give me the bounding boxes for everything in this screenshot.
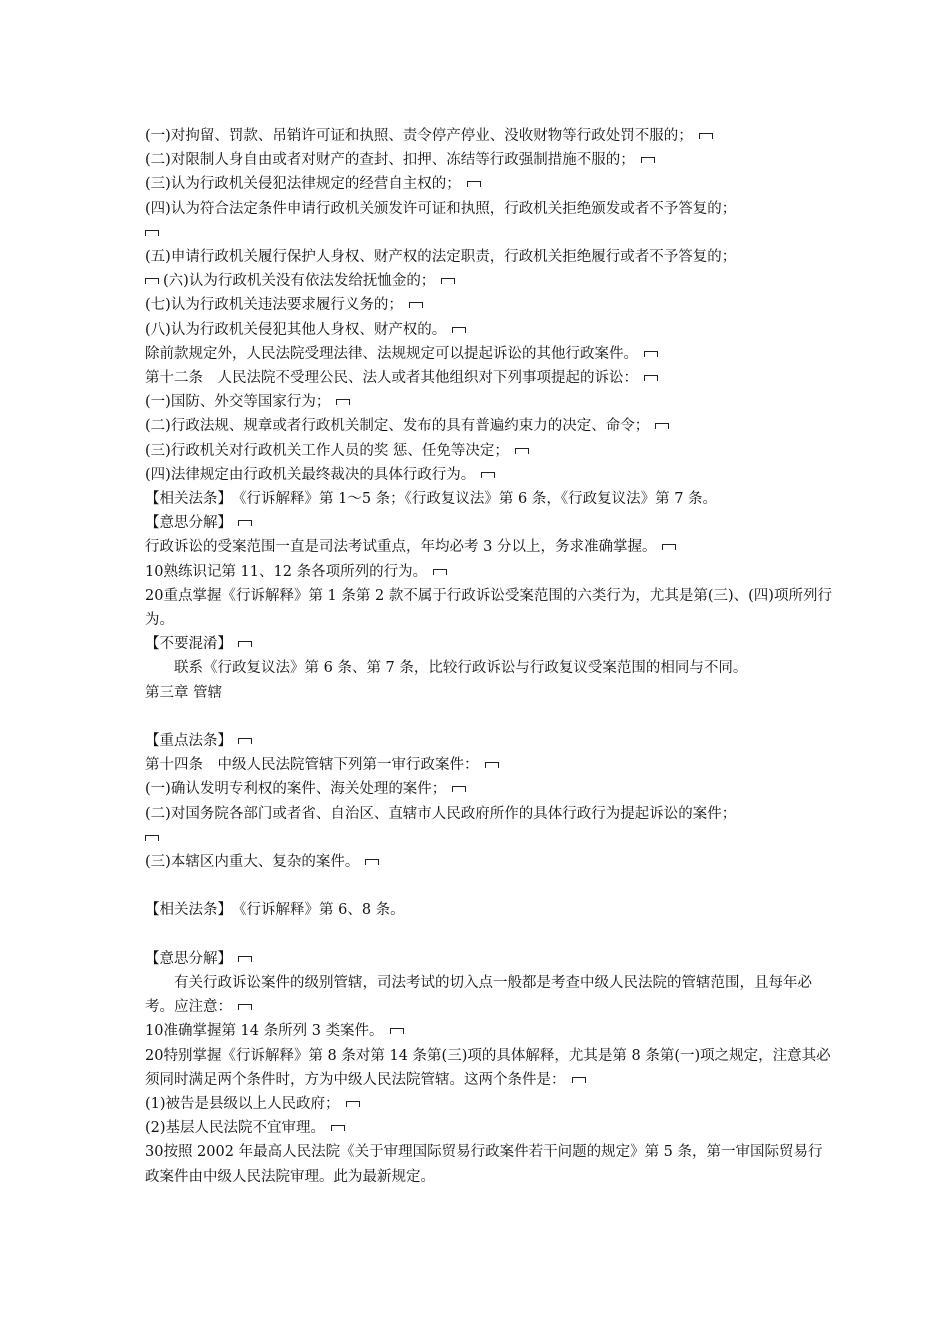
- paragraph-mark-icon: [238, 520, 252, 526]
- paragraph-mark-icon: [409, 302, 423, 308]
- document-body: [145, 124, 835, 1189]
- paragraph-mark-icon: [644, 351, 658, 357]
- text-line: 除前款规定外，人民法院受理法律、法规规定可以提起诉讼的其他行政案件。: [145, 342, 835, 366]
- chapter-heading: 第三章 管辖: [145, 684, 223, 701]
- article-heading: 第十二条 人民法院不受理公民、法人或者其他组织对下列事项提起的诉讼：: [145, 366, 835, 390]
- paragraph-mark-icon: [365, 859, 379, 865]
- section-label: 【意思分解】: [145, 511, 835, 535]
- section-label: 【重点法条】: [145, 729, 835, 753]
- related-articles: 【相关法条】 《行诉解释》第 6、8 条。: [145, 902, 405, 919]
- article-heading: 第十四条 中级人民法院管辖下列第一审行政案件：: [145, 753, 835, 777]
- text-line: 30按照 2002 年最高人民法院《关于审理国际贸易行政案件若干问题的规定》第 5 条，第一审国际贸易行政案件由中级人民法院审理。此为最新规定。: [145, 1144, 823, 1185]
- text-line: 20特别掌握《行诉解释》第 8 条对第 14 条第(三)项的具体解释，尤其是第 8 条第(一)项之规定，注意其必须同时满足两个条件时，方为中级人民法院管辖。这两个条件是：: [145, 1047, 831, 1088]
- text-line: 10熟练识记第 11、12 条各项所列的行为。: [145, 560, 835, 584]
- paragraph-mark-icon: [238, 1004, 252, 1010]
- paragraph-mark-icon: [145, 230, 159, 236]
- paragraph-mark-icon: [433, 569, 447, 575]
- paragraph-mark-icon: [238, 956, 252, 962]
- text-line: (一)确认发明专利权的案件、海关处理的案件；: [145, 777, 835, 801]
- paragraph-mark-icon: [641, 157, 655, 163]
- paragraph-mark-icon: [515, 448, 529, 454]
- paragraph-mark-icon: [644, 375, 658, 381]
- text-line: (二)对国务院各部门或者省、自治区、直辖市人民政府所作的具体行政行为提起诉讼的案件；: [145, 802, 835, 850]
- paragraph-mark-icon: [452, 786, 466, 792]
- paragraph-mark-icon: [346, 1101, 360, 1107]
- text-line: (四)法律规定由行政机关最终裁决的具体行政行为。: [145, 463, 835, 487]
- text-line: (六)认为行政机关没有依法发给抚恤金的；: [145, 269, 835, 293]
- paragraph-mark-icon: [467, 181, 481, 187]
- paragraph-mark-icon: [336, 399, 350, 405]
- text-line: (2)基层人民法院不宜审理。: [145, 1116, 835, 1140]
- section-label: 【意思分解】: [145, 947, 835, 971]
- paragraph-mark-icon: [238, 738, 252, 744]
- paragraph-mark-icon: [238, 641, 252, 647]
- related-articles: 【相关法条】 《行诉解释》第 1～5 条；《行政复议法》第 6 条，《行政复议法》第 7 条。: [145, 491, 718, 508]
- paragraph-mark-icon: [655, 423, 669, 429]
- text-line: (五)申请行政机关履行保护人身权、财产权的法定职责，行政机关拒绝履行或者不予答复的；: [145, 249, 737, 266]
- text-line: 联系《行政复议法》第 6 条、第 7 条，比较行政诉讼与行政复议受案范围的相同与不同。: [174, 660, 748, 677]
- text-line: (一)国防、外交等国家行为；: [145, 390, 835, 414]
- paragraph-mark-icon: [572, 1077, 586, 1083]
- paragraph-mark-icon: [662, 544, 676, 550]
- paragraph-mark-icon: [699, 133, 713, 139]
- paragraph-mark-icon: [145, 835, 159, 841]
- paragraph-mark-icon: [331, 1125, 345, 1131]
- text-line: (三)认为行政机关侵犯法律规定的经营自主权的；: [145, 172, 835, 196]
- paragraph-mark-icon: [481, 472, 495, 478]
- text-line: (三)本辖区内重大、复杂的案件。: [145, 850, 835, 874]
- text-line: (1)被告是县级以上人民政府；: [145, 1092, 835, 1116]
- text-line: (一)对拘留、罚款、吊销许可证和执照、责令停产停业、没收财物等行政处罚不服的；: [145, 124, 835, 148]
- text-line: (四)认为符合法定条件申请行政机关颁发许可证和执照，行政机关拒绝颁发或者不予答复的；: [145, 197, 835, 245]
- text-line: (二)行政法规、规章或者行政机关制定、发布的具有普遍约束力的决定、命令；: [145, 414, 835, 438]
- section-label: 【不要混淆】: [145, 632, 835, 656]
- paragraph-mark-icon: [485, 762, 499, 768]
- paragraph-mark-icon: [145, 278, 159, 284]
- text-line: (七)认为行政机关违法要求履行义务的；: [145, 293, 835, 317]
- text-line: 10准确掌握第 14 条所列 3 类案件。: [145, 1019, 835, 1043]
- text-line: (二)对限制人身自由或者对财产的查封、扣押、冻结等行政强制措施不服的；: [145, 148, 835, 172]
- text-line: 20重点掌握《行诉解释》第 1 条第 2 款不属于行政诉讼受案范围的六类行为，尤其是第(三)、(四)项所列行为。: [145, 587, 832, 629]
- text-line: (三)行政机关对行政机关工作人员的奖 惩、任免等决定；: [145, 439, 835, 463]
- text-line: 有关行政诉讼案件的级别管辖，司法考试的切入点一般都是考查中级人民法院的管辖范围，且每年必考。应注意：: [145, 975, 812, 1016]
- paragraph-mark-icon: [390, 1028, 404, 1034]
- paragraph-mark-icon: [441, 278, 455, 284]
- text-line: (八)认为行政机关侵犯其他人身权、财产权的。: [145, 318, 835, 342]
- text-line: 行政诉讼的受案范围一直是司法考试重点，年均必考 3 分以上，务求准确掌握。: [145, 535, 835, 559]
- paragraph-mark-icon: [452, 327, 466, 333]
